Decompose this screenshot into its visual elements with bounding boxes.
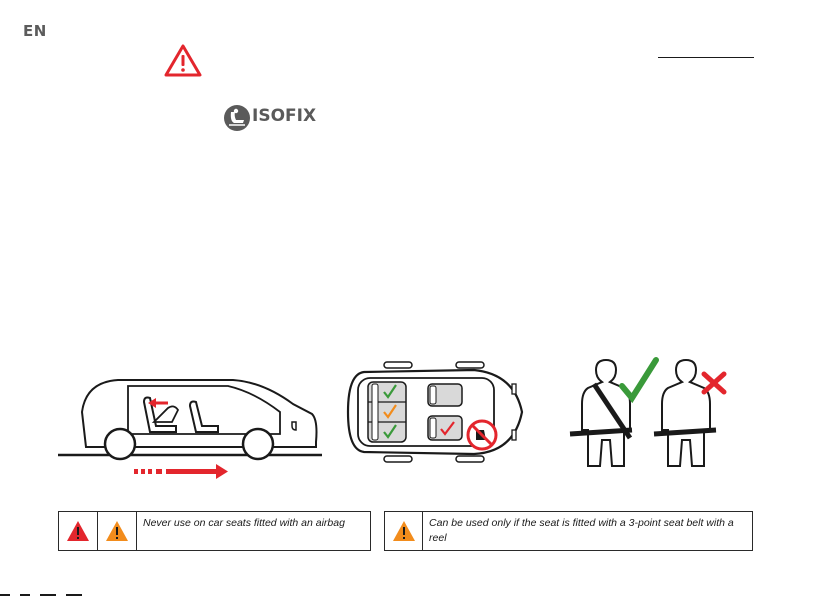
- warning-icon: [164, 44, 202, 78]
- person-correct: [570, 360, 632, 466]
- warning-orange-icon: [392, 520, 416, 542]
- warning-red-icon: [66, 520, 90, 542]
- note-airbag: [58, 511, 371, 551]
- cross-icon: [704, 374, 724, 392]
- note-text: Never use on car seats fitted with an airbag: [143, 517, 345, 529]
- language-label: EN: [23, 22, 47, 40]
- car-side-figure: [58, 372, 324, 482]
- car-top-figure: [344, 360, 526, 464]
- wheel-rear: [105, 429, 135, 459]
- direction-arrow-icon: [216, 464, 228, 479]
- isofix-logo-text: ISOFIX: [252, 106, 317, 126]
- seatbelt-figure: [566, 356, 756, 468]
- note-icon-cell: [385, 512, 423, 550]
- note-icon-cell: [98, 512, 137, 550]
- warning-orange-icon: [105, 520, 129, 542]
- check-icon: [622, 360, 656, 398]
- divider-line: [658, 57, 754, 58]
- note-text: Can be used only if the seat is fitted with a 3-point seat belt with a reel: [429, 517, 734, 544]
- note-seatbelt: [384, 511, 753, 551]
- wheel-front: [243, 429, 273, 459]
- note-icon-cell: [59, 512, 98, 550]
